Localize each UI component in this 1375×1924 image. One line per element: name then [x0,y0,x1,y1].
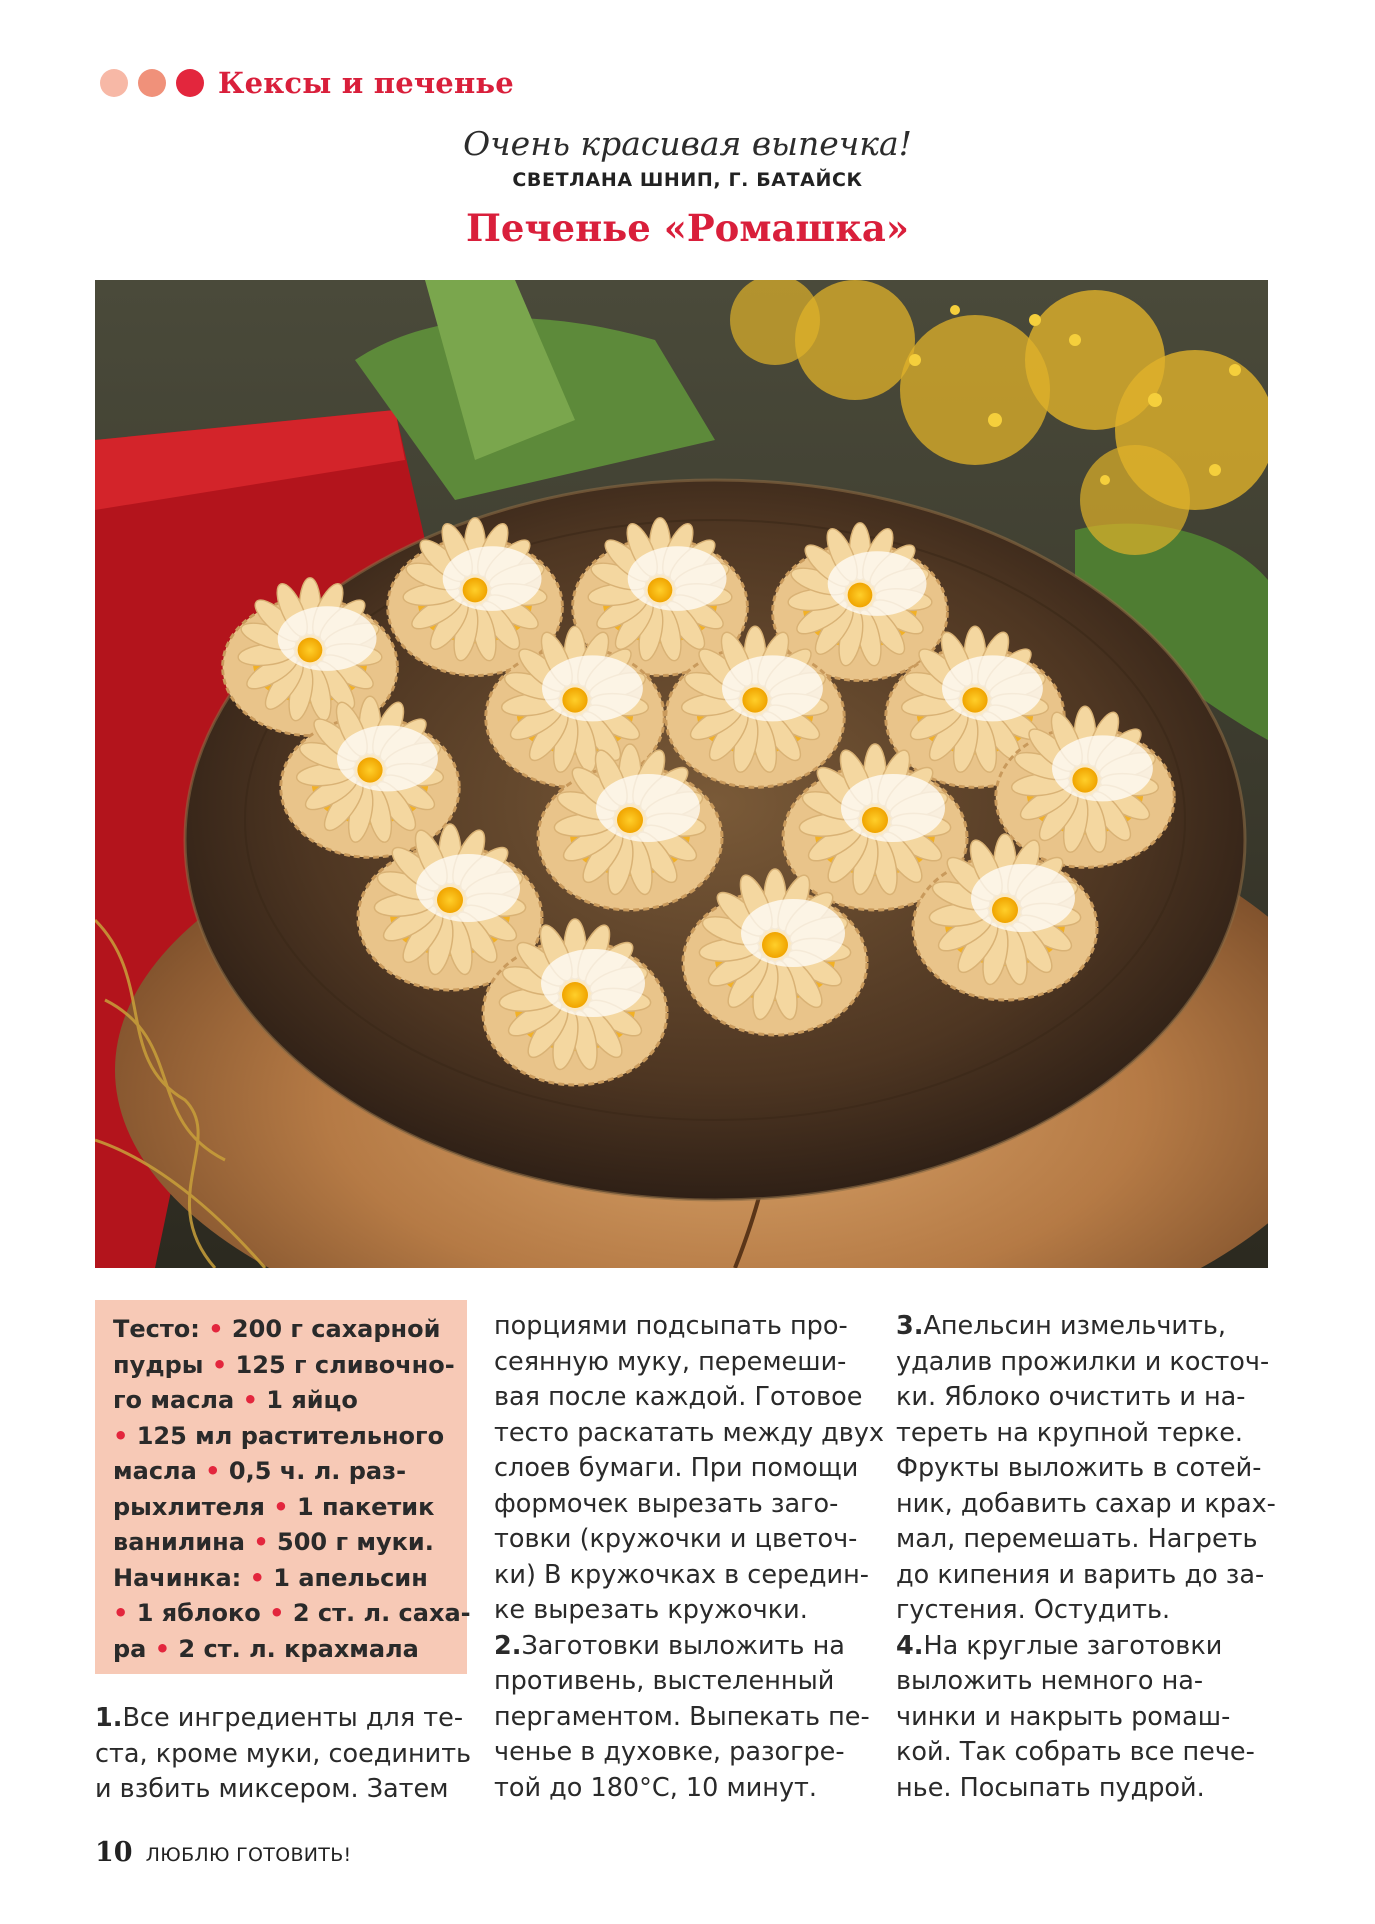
step-number: 3. [896,1311,924,1341]
ingredients-line: масла • 0,5 ч. л. раз- [113,1457,407,1485]
page-number: 10 [95,1837,133,1868]
section-dot-3 [176,69,204,97]
instruction-line: ке вырезать кружочки. [494,1595,808,1625]
section-dot-1 [100,69,128,97]
instruction-line: до кипения и варить до за- [896,1559,1265,1590]
step-number: 1. [95,1703,123,1733]
instruction-line: пергаментом. Выпекать пе- [494,1701,870,1732]
ingredients-box [95,1300,471,1674]
section-header [100,66,514,100]
instruction-line: 2.Заготовки выложить на [494,1630,845,1661]
instruction-line: 1.Все ингредиенты для те- [95,1703,464,1733]
instruction-line: ста, кроме муки, соединить [95,1738,472,1769]
instruction-line: 4.На круглые заготовки [896,1630,1223,1661]
ingredients-line: Начинка: • 1 апельсин [113,1563,428,1592]
instructions-column-2 [494,1309,884,1806]
ingredients-line: го масла • 1 яйцо [113,1386,358,1414]
ingredients-line: • 125 мл растительного [113,1421,445,1450]
ingredients-line: рыхлителя • 1 пакетик [113,1492,435,1521]
instruction-line: выложить немного на- [896,1666,1204,1696]
instruction-line: противень, выстеленный [494,1666,835,1696]
instruction-line: кой. Так собрать все пече- [896,1737,1255,1767]
instruction-line: чинки и накрыть ромаш- [896,1701,1231,1732]
instruction-line: порциями подсыпать про- [494,1311,848,1341]
instructions-column-1 [95,1701,475,1808]
instruction-line: густения. Остудить. [896,1595,1171,1625]
step-number: 4. [896,1630,924,1661]
instruction-line: удалив прожилки и косточ- [896,1346,1270,1377]
ingredients-line: ванилина • 500 г муки. [113,1528,434,1556]
instruction-line: тереть на крупной терке. [896,1417,1244,1448]
instruction-line: ки) В кружочках в середин- [494,1559,869,1590]
tagline: Очень красивая выпечка! [463,124,912,163]
instruction-line: и взбить миксером. Затем [95,1774,449,1804]
section-title: Кексы и печенье [218,66,514,100]
instruction-line: тесто раскатать между двух [494,1417,885,1448]
instruction-line: формочек вырезать заго- [494,1488,839,1519]
instruction-line: вая после каждой. Готовое [494,1382,863,1412]
instruction-line: ки. Яблоко очистить и на- [896,1382,1246,1412]
step-number: 2. [494,1630,522,1661]
instruction-line: товки (кружочки и цветоч- [494,1524,858,1554]
author: СВЕТЛАНА ШНИП, Г. БАТАЙСК [512,169,863,191]
instruction-line: Фрукты выложить в сотей- [896,1453,1262,1483]
recipe-title: Печенье «Ромашка» [465,206,910,250]
recipe-photo [95,280,1268,1268]
instruction-line: 3.Апельсин измельчить, [896,1311,1226,1341]
page-footer [95,1837,351,1868]
magazine-name: ЛЮБЛЮ ГОТОВИТЬ! [145,1844,352,1866]
instruction-line: ник, добавить сахар и крах- [896,1488,1276,1519]
ingredients-line: пудры • 125 г сливочно- [113,1350,455,1379]
instruction-line: ченье в духовке, разогре- [494,1737,845,1767]
instruction-line: мал, перемешать. Нагреть [896,1524,1258,1554]
ingredients-line: • 1 яблоко • 2 ст. л. саха- [113,1599,471,1627]
instruction-line: слоев бумаги. При помощи [494,1453,859,1483]
instruction-line: нье. Посыпать пудрой. [896,1772,1205,1803]
section-dot-2 [138,69,166,97]
ingredients-line: ра • 2 ст. л. крахмала [113,1634,419,1663]
instruction-line: той до 180°С, 10 минут. [494,1772,817,1803]
ingredients-line: Тесто: • 200 г сахарной [113,1315,441,1343]
instructions-column-3 [896,1309,1276,1806]
instruction-line: сеянную муку, перемеши- [494,1346,847,1377]
